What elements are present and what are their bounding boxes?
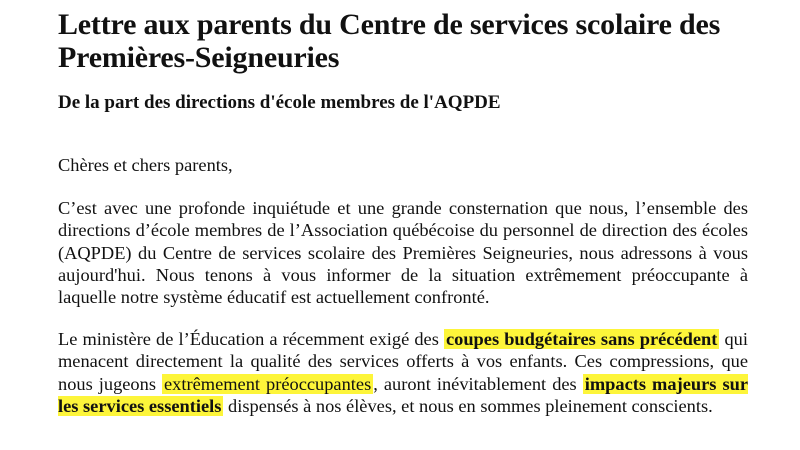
paragraph-text: qui menacent directement la qualité des services offerts à vos enfants. Ces compressions, que nous jugeons (58, 329, 748, 394)
greeting: Chères et chers parents, (58, 155, 233, 175)
letter-subtitle: De la part des directions d'école membres de l'AQPDE (58, 92, 501, 113)
highlight-budget-cuts: coupes budgétaires sans précédent (445, 329, 718, 350)
paragraph-text: dispensés à nos élèves, et nous en sommes pleinement conscients. (223, 395, 713, 416)
highlight-major-impacts: impacts majeurs sur les services essentiels (58, 373, 748, 416)
paragraph-budget-cuts (58, 328, 748, 417)
letter-title: Lettre aux parents du Centre de services scolaire des Premières-Seigneuries (58, 8, 721, 74)
highlight-concerning: extrêmement préoccupantes (164, 373, 372, 394)
paragraph-intro: C’est avec une profonde inquiétude et une grande consternation que nous, l’ensemble des directions d’école membres de l’Association québécoise du personnel de direction des écoles (AQPDE) du Centre de services scolaire des Premières Seigneuries, nous adressons à vous aujourd'hui. Nous tenons à vous informer de la situation extrêmement préoccupante à laquelle notre système éducatif est actuellement confronté. (58, 198, 748, 308)
paragraph-text: , auront inévitablement des (373, 373, 583, 394)
paragraph-text: Le ministère de l’Éducation a récemment exigé des (58, 329, 444, 350)
